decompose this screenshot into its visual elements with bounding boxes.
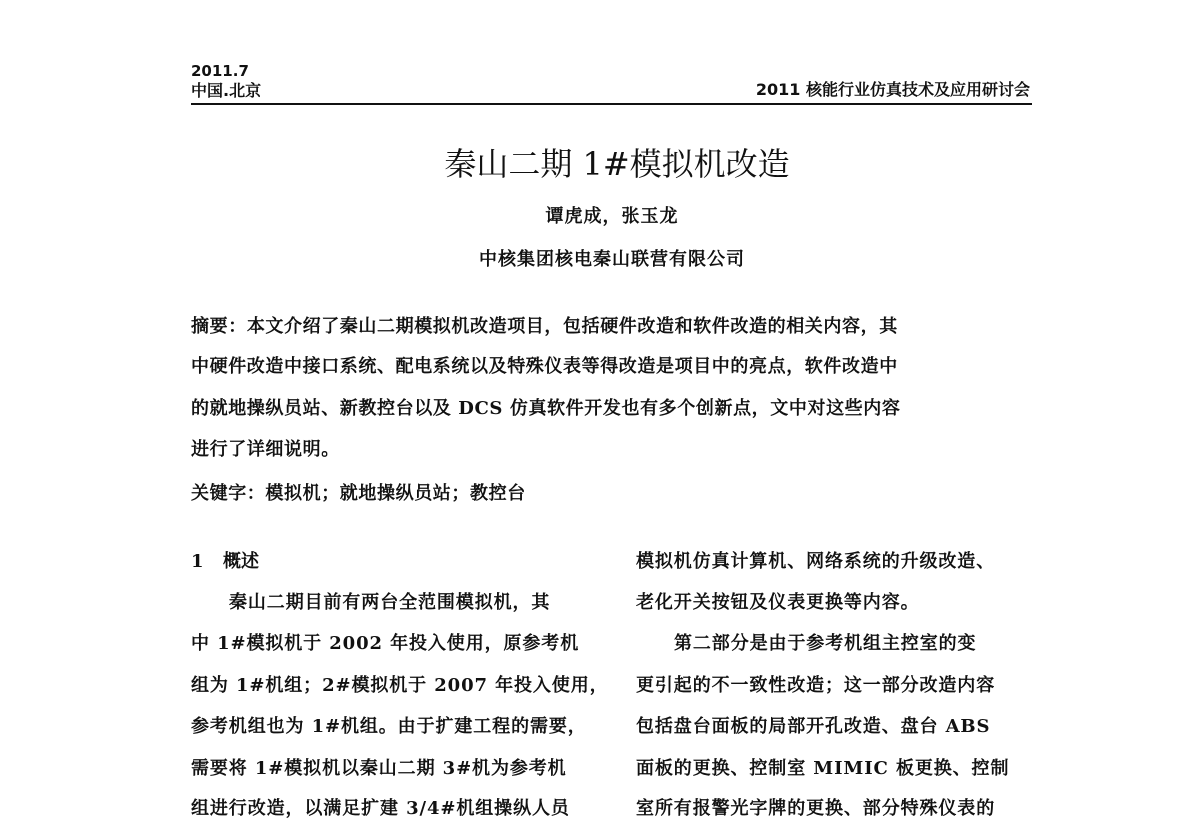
header-location: 中国.北京: [191, 81, 262, 100]
abstract-line-1: [191, 315, 898, 339]
left-column-line-3: 组为 1#机组；2#模拟机于 2007 年投入使用，: [191, 675, 609, 696]
section-title: 概述: [223, 551, 259, 572]
header-date: 2011.7: [191, 62, 249, 80]
section-heading: [191, 550, 259, 574]
right-column-line-4: 更引起的不一致性改造；这一部分改造内容: [636, 675, 996, 696]
left-column-line-5: 需要将 1#模拟机以秦山二期 3#机为参考机: [191, 758, 567, 779]
abstract-line-2: 中硬件改造中接口系统、配电系统以及特殊仪表等得改造是项目中的亮点，软件改造中: [191, 356, 898, 377]
left-column-line-2: 中 1#模拟机于 2002 年投入使用，原参考机: [191, 633, 580, 654]
left-column-line-4: 参考机组也为 1#机组。由于扩建工程的需要，: [191, 716, 587, 737]
right-column-line-5: 包括盘台面板的局部开孔改造、盘台 ABS: [636, 716, 991, 737]
right-column-line-7: 室所有报警光字牌的更换、部分特殊仪表的: [636, 798, 996, 819]
header-conference: 2011 核能行业仿真技术及应用研讨会: [755, 80, 1030, 99]
right-column-line-3: 第二部分是由于参考机组主控室的变: [674, 633, 977, 654]
right-column-line-1: 模拟机仿真计算机、网络系统的升级改造、: [636, 551, 996, 572]
paper-authors: 谭虎成，张玉龙: [545, 206, 679, 227]
section-number: 1: [191, 551, 204, 572]
abstract-line-4: 进行了详细说明。: [191, 439, 340, 460]
keywords-text: 模拟机；就地操纵员站；教控台: [265, 483, 526, 504]
abstract-line-3: 的就地操纵员站、新教控台以及 DCS 仿真软件开发也有多个创新点，文中对这些内容: [191, 398, 901, 419]
paper-affiliation: 中核集团核电秦山联营有限公司: [479, 249, 745, 270]
left-column-line-1: 秦山二期目前有两台全范围模拟机，其: [229, 592, 551, 613]
paper-title: 秦山二期 1#模拟机改造: [444, 145, 790, 183]
abstract-label: 摘要：: [191, 316, 247, 337]
keywords-line: [191, 482, 526, 506]
left-column-line-6: 组进行改造，以满足扩建 3/4#机组操纵人员: [191, 798, 570, 819]
right-column-line-2: 老化开关按钮及仪表更换等内容。: [636, 592, 920, 613]
header-divider: [191, 103, 1032, 105]
abstract-text-1: 本文介绍了秦山二期模拟机改造项目，包括硬件改造和软件改造的相关内容，其: [246, 316, 898, 337]
right-column-line-6: 面板的更换、控制室 MIMIC 板更换、控制: [636, 758, 1010, 779]
keywords-label: 关键字：: [191, 483, 266, 504]
